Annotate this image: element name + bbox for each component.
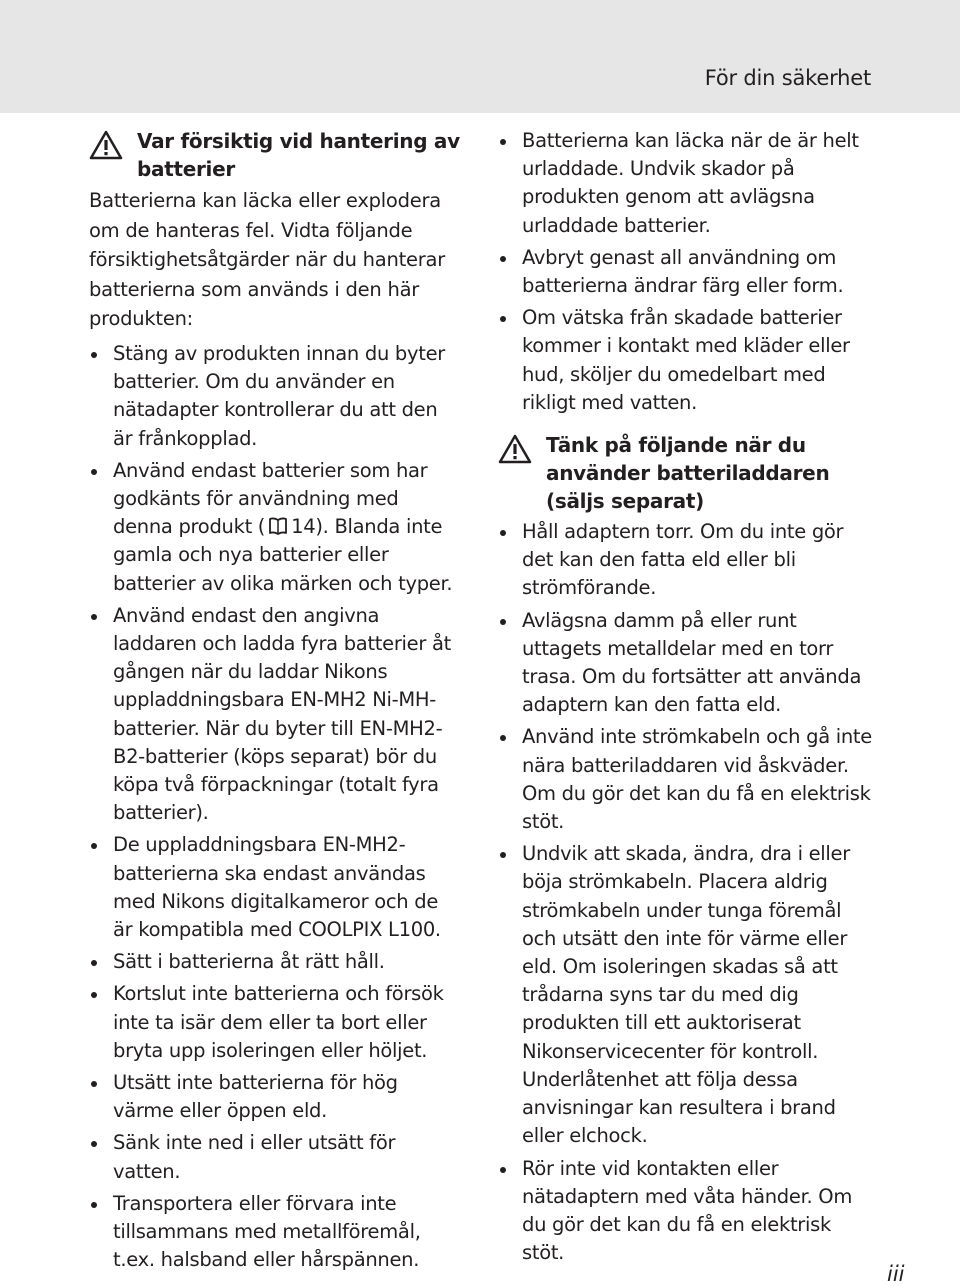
list-item: Använd inte strömkabeln och gå inte nära batteriladdaren vid åskväder. Om du gör det kan du få en elektrisk stöt. <box>498 723 878 836</box>
page-section-title: För din säkerhet <box>704 66 871 90</box>
list-item: Använd endast den angivna laddaren och ladda fyra batterier åt gången när du laddar Nikons uppladdningsbara EN-MH2 Ni-MH-batterier. När du byter till EN-MH2-B2-batterier (köps separat) bör du köpa två förpackningar (totalt fyra batterier). <box>89 602 461 828</box>
page-number: iii <box>887 1262 905 1286</box>
list-item <box>89 457 461 598</box>
list-item: Avlägsna damm på eller runt uttagets metalldelar med en torr trasa. Om du fortsätter att använda adaptern kan den fatta eld. <box>498 607 878 720</box>
section-heading-charger <box>498 431 878 515</box>
list-item: Kortslut inte batterierna och försök inte ta isär dem eller ta bort eller bryta upp isoleringen eller höljet. <box>89 980 461 1065</box>
section-heading-text: Var försiktig vid hantering av batterier <box>137 129 460 181</box>
warning-triangle-icon <box>498 434 532 464</box>
list-item: Undvik att skada, ändra, dra i eller böja strömkabeln. Placera aldrig strömkabeln under tunga föremål och utsätt den inte för värme eller eld. Om isoleringen skadas så att trådarna syns tar du med dig produkten till ett auktoriserat Nikonservicecenter för kontroll. Underlåtenhet att följa dessa anvisningar kan resultera i brand eller elchock. <box>498 840 878 1150</box>
list-item: Stäng av produkten innan du byter batterier. Om du använder en nätadapter kontrollerar du att den är frånkopplad. <box>89 340 461 453</box>
book-reference-icon <box>268 517 288 535</box>
battery-precautions-list <box>89 340 461 1275</box>
intro-paragraph: Batterierna kan läcka eller explodera om de hanteras fel. Vidta följande försiktighetsåtgärder när du hanterar batterierna som används i den här produkten: <box>89 189 445 331</box>
list-item: Avbryt genast all användning om batterierna ändrar färg eller form. <box>498 244 878 300</box>
section-heading-batteries <box>89 127 461 183</box>
list-item: De uppladdningsbara EN-MH2-batterierna ska endast användas med Nikons digitalkameror och de är kompatibla med COOLPIX L100. <box>89 831 461 944</box>
section-heading-text: Tänk på följande när du använder batteriladdaren (säljs separat) <box>546 433 830 514</box>
charger-precautions-list <box>498 518 878 1267</box>
list-item: Sänk inte ned i eller utsätt för vatten. <box>89 1129 461 1185</box>
list-item: Rör inte vid kontakten eller nätadaptern med våta händer. Om du gör det kan du få en elektrisk stöt. <box>498 1155 878 1268</box>
list-item-text: ). Blanda inte gamla och nya batterier eller batterier av olika märken och typer. <box>113 515 453 595</box>
list-item: Transportera eller förvara inte tillsammans med metallföremål, t.ex. halsband eller hårspännen. <box>89 1190 461 1275</box>
page-reference-number: 14 <box>291 515 316 539</box>
list-item: Sätt i batterierna åt rätt håll. <box>89 948 461 976</box>
list-item-text: Använd endast batterier som har godkänts för användning med denna produkt ( <box>113 458 428 539</box>
list-item: Håll adaptern torr. Om du inte gör det kan den fatta eld eller bli strömförande. <box>498 518 878 603</box>
list-item: Om vätska från skadade batterier kommer i kontakt med kläder eller hud, sköljer du omedelbart med rikligt med vatten. <box>498 304 878 417</box>
list-item: Utsätt inte batterierna för hög värme eller öppen eld. <box>89 1069 461 1125</box>
right-column <box>498 127 878 1271</box>
warning-triangle-icon <box>89 130 123 160</box>
left-column <box>89 127 461 1278</box>
battery-precautions-list-continued <box>498 127 878 417</box>
list-item: Batterierna kan läcka när de är helt urladdade. Undvik skador på produkten genom att avlägsna urladdade batterier. <box>498 127 878 240</box>
header-band <box>0 0 960 113</box>
